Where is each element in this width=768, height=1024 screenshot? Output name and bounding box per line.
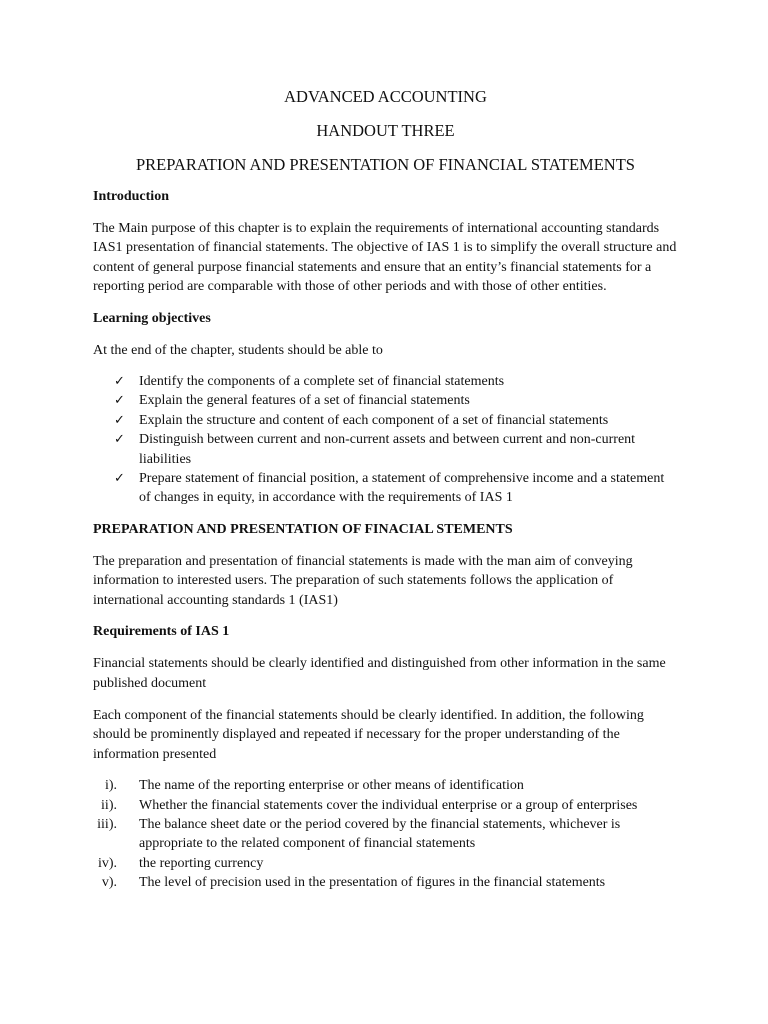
list-item-text: The balance sheet date or the period covered by the financial statements, whichever is appropriate to the related component of financial statements <box>139 816 621 852</box>
checkmark-icon: ✓ <box>114 432 125 448</box>
learning-objectives-heading: Learning objectives <box>93 310 211 326</box>
checkmark-icon: ✓ <box>114 374 125 390</box>
list-item <box>93 372 678 391</box>
course-title: ADVANCED ACCOUNTING <box>284 87 487 106</box>
preparation-heading: PREPARATION AND PRESENTATION OF FINACIAL STEMENTS <box>93 521 513 537</box>
introduction-paragraph: The Main purpose of this chapter is to explain the requirements of international accounting standards IAS1 presentation of financial statements. The objective of IAS 1 is to simplify the overall structure and content of general purpose financial statements and ensure that an entity’s financial statements for a reporting period are comparable with those of other periods and with those of other entities. <box>93 221 677 295</box>
handout-title: HANDOUT THREE <box>316 121 455 140</box>
introduction-heading: Introduction <box>93 189 169 204</box>
list-item-text: Whether the financial statements cover the individual enterprise or a group of enterprises <box>139 797 638 813</box>
list-item <box>93 873 678 892</box>
list-item-text: Distinguish between current and non-current assets and between current and non-current liabilities <box>139 432 636 467</box>
list-item <box>93 815 678 854</box>
list-item <box>93 411 678 430</box>
list-item-text: the reporting currency <box>139 855 264 871</box>
list-item-text: Identify the components of a complete set of financial statements <box>139 374 505 390</box>
preparation-paragraph: The preparation and presentation of financial statements is made with the man aim of conveying information to interested users. The preparation of such statements follows the application of international accounting standards 1 (IAS1) <box>93 553 633 608</box>
list-number: iii). <box>97 816 117 832</box>
document-page <box>93 84 678 893</box>
checkmark-icon: ✓ <box>114 471 125 487</box>
list-item <box>93 854 678 873</box>
list-item <box>93 776 678 795</box>
learning-objectives-lead: At the end of the chapter, students should be able to <box>93 342 383 358</box>
list-item <box>93 796 678 815</box>
list-item-text: Explain the structure and content of each component of a set of financial statements <box>139 412 609 428</box>
requirements-list <box>93 776 678 892</box>
list-number: i). <box>104 778 117 794</box>
topic-title: PREPARATION AND PRESENTATION OF FINANCIAL STATEMENTS <box>136 155 635 174</box>
requirements-paragraph-2: Each component of the financial statements should be clearly identified. In addition, the following should be prominently displayed and repeated if necessary for the proper understanding of the information presented <box>93 707 644 762</box>
list-item-text: Prepare statement of financial position, a statement of comprehensive income and a statement of changes in equity, in accordance with the requirements of IAS 1 <box>139 471 665 506</box>
list-item <box>93 469 678 508</box>
requirements-paragraph-1: Financial statements should be clearly identified and distinguished from other information in the same published document <box>93 656 666 691</box>
list-item-text: The name of the reporting enterprise or other means of identification <box>139 778 524 794</box>
list-item-text: The level of precision used in the presentation of figures in the financial statements <box>139 875 606 891</box>
checkmark-icon: ✓ <box>114 412 125 428</box>
learning-objectives-list <box>93 372 678 508</box>
list-item <box>93 430 678 469</box>
list-number: iv). <box>97 855 117 871</box>
requirements-heading: Requirements of IAS 1 <box>93 624 230 640</box>
list-number: ii). <box>101 797 117 813</box>
list-item <box>93 391 678 410</box>
list-item-text: Explain the general features of a set of financial statements <box>139 393 470 409</box>
list-number: v). <box>101 875 117 891</box>
checkmark-icon: ✓ <box>114 393 125 409</box>
